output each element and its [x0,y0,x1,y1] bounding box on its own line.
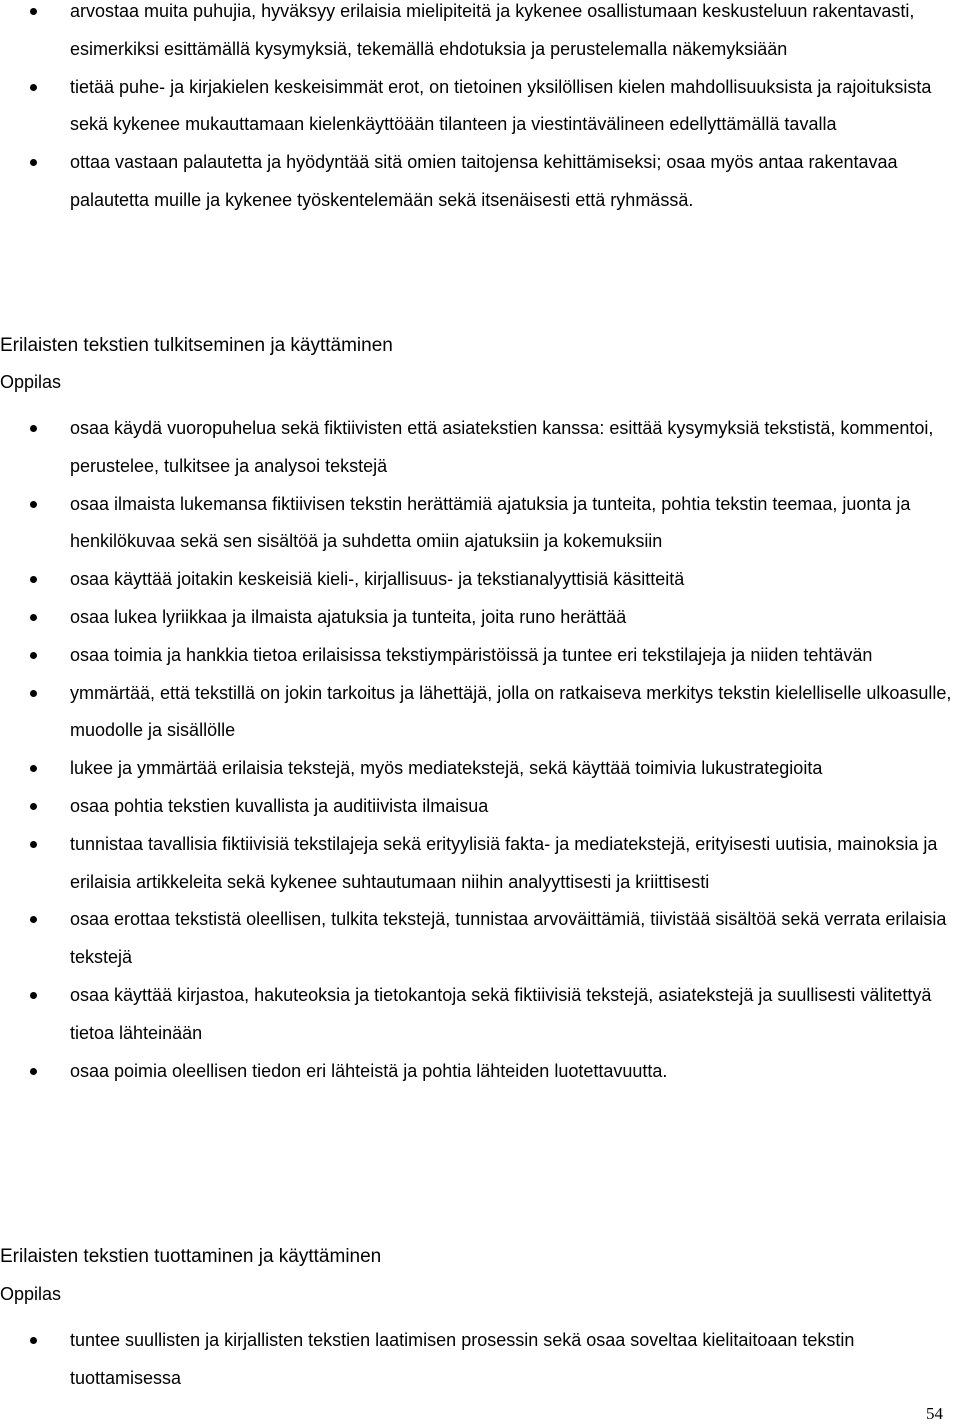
list-item: osaa poimia oleellisen tiedon eri lähteistä ja pohtia lähteiden luotettavuutta. [0,1053,960,1091]
page-number: 54 [926,1404,943,1423]
section-interpreting-texts [0,334,960,1090]
section-heading: Erilaisten tekstien tulkitseminen ja käyttäminen [0,335,393,356]
list-item: osaa käydä vuoropuhelua sekä fiktiivisten että asiatekstien kanssa: esittää kysymyksiä tekstistä, kommentoi, perustelee, tulkitsee ja analysoi tekstejä [0,410,960,486]
list-item: ottaa vastaan palautetta ja hyödyntää sitä omien taitojensa kehittämiseksi; osaa myös antaa rakentavaa palautetta muille ja kykenee työskentelemään sekä itsenäisesti että ryhmässä. [0,144,960,220]
section-subheading: Oppilas [0,1284,62,1304]
section-heading: Erilaisten tekstien tuottaminen ja käyttäminen [0,1246,382,1267]
list-item: tunnistaa tavallisia fiktiivisiä tekstilajeja sekä erityylisiä fakta- ja mediatekstejä, erityisesti uutisia, mainoksia ja erilaisia artikkeleita sekä kykenee suhtautumaan niihin analyyttisesti ja kriittisesti [0,826,960,902]
objectives-list [0,1322,960,1398]
list-item: osaa lukea lyriikkaa ja ilmaista ajatuksia ja tunteita, joita runo herättää [0,599,960,637]
list-item: arvostaa muita puhujia, hyväksyy erilaisia mielipiteitä ja kykenee osallistumaan keskusteluun rakentavasti, esimerkiksi esittämällä kysymyksiä, tekemällä ehdotuksia ja perustelemalla näkemyksiään [0,0,960,69]
section-subheading: Oppilas [0,372,62,392]
list-item: ymmärtää, että tekstillä on jokin tarkoitus ja lähettäjä, jolla on ratkaiseva merkitys tekstin kielelliselle ulkoasulle, muodolle ja sisällölle [0,675,960,751]
section-producing-texts [0,1245,960,1398]
objectives-list [0,410,960,1090]
list-item: lukee ja ymmärtää erilaisia tekstejä, myös mediatekstejä, sekä käyttää toimivia lukustrategioita [0,750,960,788]
list-item: tietää puhe- ja kirjakielen keskeisimmät erot, on tietoinen yksilöllisen kielen mahdollisuuksista ja rajoituksista sekä kykenee mukauttamaan kielenkäyttöään tilanteen ja viestintävälineen edellyttämällä tavalla [0,69,960,145]
list-item: osaa toimia ja hankkia tietoa erilaisissa tekstiympäristöissä ja tuntee eri tekstilajeja ja niiden tehtävän [0,637,960,675]
list-item: osaa erottaa tekstistä oleellisen, tulkita tekstejä, tunnistaa arvoväittämiä, tiivistää sisältöä sekä verrata erilaisia tekstejä [0,901,960,977]
list-item: osaa käyttää joitakin keskeisiä kieli-, kirjallisuus- ja tekstianalyyttisiä käsitteitä [0,561,960,599]
list-item: osaa pohtia tekstien kuvallista ja auditiivista ilmaisua [0,788,960,826]
list-item: tuntee suullisten ja kirjallisten tekstien laatimisen prosessin sekä osaa soveltaa kielitaitoaan tekstin tuottamisessa [0,1322,960,1398]
list-item: osaa ilmaista lukemansa fiktiivisen tekstin herättämiä ajatuksia ja tunteita, pohtia tekstin teemaa, juonta ja henkilökuvaa sekä sen sisältöä ja suhdetta omiin ajatuksiin ja kokemuksiin [0,486,960,562]
list-item: osaa käyttää kirjastoa, hakuteoksia ja tietokantoja sekä fiktiivisiä tekstejä, asiatekstejä ja suullisesti välitettyä tietoa lähteinään [0,977,960,1053]
continued-objectives-list [0,0,960,220]
